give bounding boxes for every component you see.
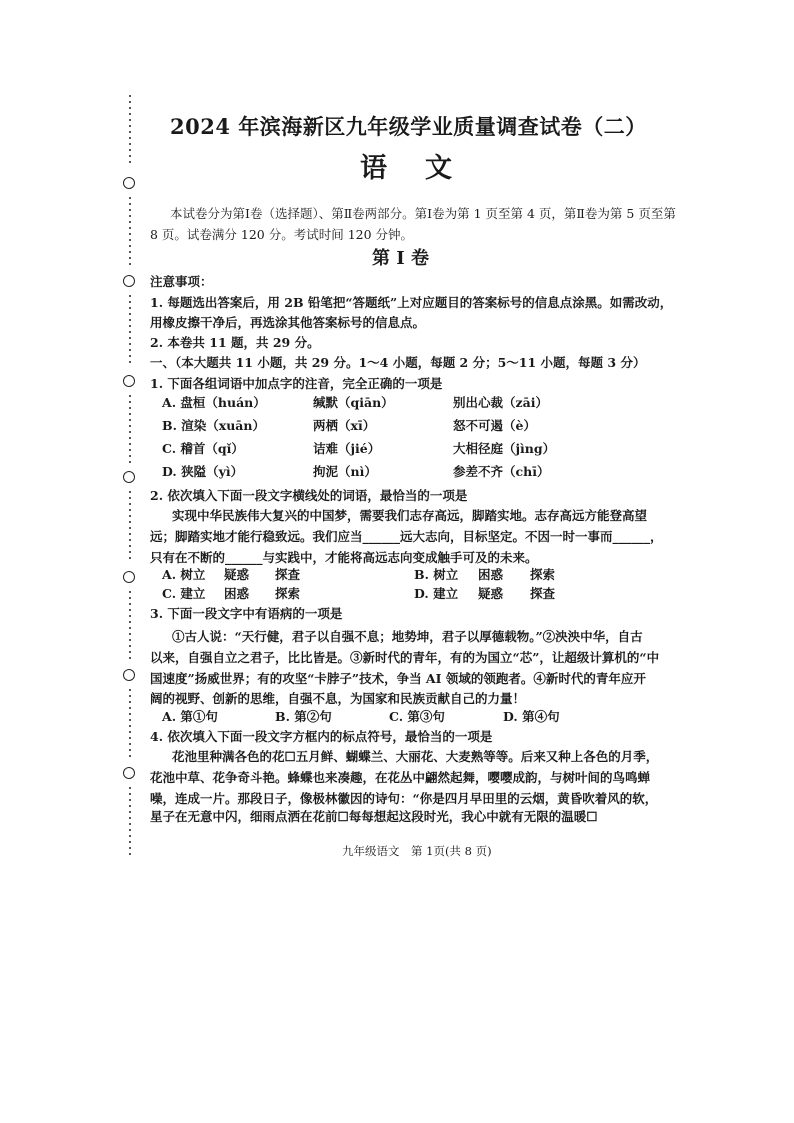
binding-dot [129,137,131,139]
q3-option-c: C. 第③句 [389,709,445,724]
binding-dot [129,107,131,109]
exam-title: 2024 年滨海新区九年级学业质量调查试卷（二） [170,114,647,139]
binding-dot [129,497,131,499]
binding-dot [129,755,131,757]
q1-option-a-1: A. 盘桓（huán） [162,395,266,410]
binding-dot [129,113,131,115]
q2-passage-1: 实现中华民族伟大复兴的中国梦，需要我们志存高远，脚踏实地。志存高远方能登高望 [172,508,648,523]
q1-option-d-1: D. 狭隘（yì） [162,464,244,479]
q1-option-a-2: 缄默（qiān） [313,395,394,410]
q3-passage-1: ①古人说：“天行健，君子以自强不息；地势坤，君子以厚德载物。”②泱泱中华，自古 [172,629,643,644]
punch-hole [123,275,135,287]
binding-dot [129,197,131,199]
binding-dot [129,307,131,309]
binding-dot [129,209,131,211]
q1-option-d-2: 拘泥（nì） [313,464,377,479]
binding-dot [129,431,131,433]
q2-option-b: B. 树立 [414,567,459,582]
binding-dot [129,787,131,789]
binding-dot [129,95,131,97]
binding-dot [129,337,131,339]
binding-dot [129,245,131,247]
binding-dot [129,419,131,421]
binding-dot [129,695,131,697]
binding-dot [129,603,131,605]
binding-dot [129,823,131,825]
intro-line-1: 本试卷分为第Ⅰ卷（选择题）、第Ⅱ卷两部分。第Ⅰ卷为第 1 页至第 4 页，第Ⅱ卷为第 5 页至第 [170,206,676,221]
binding-dot [129,749,131,751]
q2-passage-3: 只有在不断的______与实践中，才能将高远志向变成触手可及的未来。 [150,550,538,565]
binding-dot [129,645,131,647]
binding-dot [129,817,131,819]
binding-dot [129,125,131,127]
binding-dot [129,361,131,363]
binding-dot [129,615,131,617]
binding-dot [129,545,131,547]
binding-dot [129,161,131,163]
binding-dot [129,101,131,103]
q3-passage-3: 国速度”扬威世界；有的攻坚“卡脖子”技术，争当 AI 领域的领跑者。④新时代的青年应开 [150,671,646,686]
binding-dot [129,509,131,511]
binding-dot [129,515,131,517]
note-line-2: 用橡皮擦干净后，再选涂其他答案标号的信息点。 [150,315,426,330]
binding-dot [129,343,131,345]
binding-dot [129,455,131,457]
q2-option-a-w3: 探查 [275,567,301,582]
binding-dot [129,557,131,559]
binding-dot [129,155,131,157]
q2-option-b-w3: 探索 [530,567,556,582]
binding-dots [129,787,131,859]
binding-dot [129,143,131,145]
binding-dot [129,651,131,653]
q4-passage-4: 星子在无意中闪，细雨点洒在花前☐每每想起这段时光，我心中就有无限的温暖☐ [150,809,598,824]
binding-dot [129,609,131,611]
binding-dot [129,853,131,855]
q1-option-b-1: B. 渲染（xuān） [162,418,265,433]
binding-dot [129,533,131,535]
binding-dot [129,131,131,133]
q2-option-c: C. 建立 [162,586,206,601]
binding-dot [129,743,131,745]
binding-dot [129,401,131,403]
binding-dots [129,395,131,467]
binding-dot [129,627,131,629]
binding-dot [129,301,131,303]
binding-dot [129,527,131,529]
punch-hole [123,767,135,779]
binding-dot [129,539,131,541]
q1-option-c-3: 大相径庭（jìng） [453,441,556,456]
q2-option-a: A. 树立 [162,567,206,582]
binding-dot [129,551,131,553]
punch-hole [123,375,135,387]
q2-option-a-w2: 疑惑 [224,567,250,582]
binding-dot [129,149,131,151]
q3-stem: 3. 下面一段文字中有语病的一项是 [150,606,343,621]
binding-dot [129,331,131,333]
binding-dot [129,263,131,265]
binding-dot [129,257,131,259]
punch-hole [123,471,135,483]
binding-dot [129,829,131,831]
binding-dot [129,701,131,703]
binding-dot [129,621,131,623]
binding-dot [129,639,131,641]
binding-dot [129,437,131,439]
binding-dot [129,355,131,357]
binding-dot [129,349,131,351]
binding-dot [129,847,131,849]
binding-dot [129,313,131,315]
page-footer: 九年级语文 第 1页(共 8 页) [342,844,492,858]
q2-option-d: D. 建立 [414,586,459,601]
binding-dot [129,805,131,807]
binding-dot [129,239,131,241]
binding-dot [129,835,131,837]
binding-dot [129,227,131,229]
intro-line-2: 8 页。试卷满分 120 分。考试时间 120 分钟。 [150,227,414,242]
punch-hole [123,571,135,583]
binding-dot [129,325,131,327]
q3-passage-4: 阔的视野、创新的思维，自强不息，为国家和民族贡献自己的力量！ [150,691,526,706]
binding-dot [129,395,131,397]
q1-option-c-1: C. 稽首（qǐ） [162,441,244,456]
binding-dot [129,719,131,721]
binding-dot [129,737,131,739]
binding-dots [129,591,131,663]
binding-dot [129,461,131,463]
binding-dot [129,233,131,235]
binding-dot [129,221,131,223]
binding-margin [120,95,140,865]
q2-option-d-w3: 探查 [530,586,556,601]
q2-option-c-w3: 探索 [275,586,301,601]
binding-dot [129,811,131,813]
binding-dot [129,119,131,121]
binding-dots [129,197,131,269]
notes-heading: 注意事项： [150,274,213,289]
binding-dots [129,295,131,367]
binding-dot [129,731,131,733]
binding-dot [129,407,131,409]
punch-hole [123,669,135,681]
binding-dot [129,521,131,523]
q2-stem: 2. 依次填入下面一段文字横线处的词语，最恰当的一项是 [150,488,468,503]
section-heading: 第 I 卷 [372,248,429,269]
binding-dot [129,215,131,217]
binding-dot [129,657,131,659]
binding-dots [129,689,131,761]
binding-dot [129,591,131,593]
binding-dot [129,491,131,493]
q1-option-d-3: 参差不齐（chī） [453,464,550,479]
binding-dot [129,799,131,801]
q4-stem: 4. 依次填入下面一段文字方框内的标点符号，最恰当的一项是 [150,729,493,744]
binding-dot [129,425,131,427]
binding-dot [129,597,131,599]
binding-dots [129,491,131,563]
q3-option-b: B. 第②句 [275,709,332,724]
binding-dot [129,251,131,253]
binding-dot [129,449,131,451]
q2-passage-2: 远；脚踏实地才能行稳致远。我们应当______远大志向，目标坚定。不因一时一事而______， [150,529,663,544]
binding-dot [129,203,131,205]
q1-option-b-3: 怒不可遏（è） [453,418,536,433]
q3-passage-2: 以来，自强自立之君子，比比皆是。③新时代的青年，有的为国立“芯”，让超级计算机的“中 [150,650,660,665]
part-heading: 一、（本大题共 11 小题，共 29 分。1～4 小题，每题 2 分；5～11 小题，每题 3 分） [150,355,646,370]
q2-option-d-w2: 疑惑 [478,586,504,601]
q1-option-a-3: 别出心裁（zāi） [453,395,548,410]
q2-option-c-w2: 困惑 [224,586,250,601]
subject-title: 语文 [360,153,490,184]
binding-dot [129,707,131,709]
q3-option-d: D. 第④句 [503,709,560,724]
binding-dot [129,689,131,691]
binding-dot [129,713,131,715]
binding-dot [129,503,131,505]
binding-dot [129,633,131,635]
note-line-1: 1. 每题选出答案后，用 2B 铅笔把“答题纸”上对应题目的答案标号的信息点涂黑。如需改动， [150,295,673,310]
q1-stem: 1. 下面各组词语中加点字的注音，完全正确的一项是 [150,376,443,391]
q4-passage-2: 花池中草、花争奇斗艳。蜂蝶也来凑趣，在花丛中翩然起舞，嘤嘤成韵，与树叶间的鸟鸣蝉 [150,770,651,785]
q3-option-a: A. 第①句 [162,709,218,724]
q1-option-b-2: 两栖（xī） [313,418,376,433]
binding-dot [129,413,131,415]
binding-dot [129,443,131,445]
punch-hole [123,177,135,189]
q4-passage-3: 噪，连成一片。那段日子，像极林徽因的诗句：“你是四月早田里的云烟，黄昏吹着风的软， [150,791,658,806]
binding-dots [129,95,131,167]
binding-dot [129,725,131,727]
binding-dot [129,295,131,297]
q4-passage-1: 花池里种满各色的花☐五月鲜、蝴蝶兰、大丽花、大麦熟等等。后来又种上各色的月季， [172,749,659,764]
q2-option-b-w2: 困惑 [478,567,504,582]
q1-option-c-2: 诘难（jié） [313,441,381,456]
binding-dot [129,319,131,321]
note-line-3: 2. 本卷共 11 题，共 29 分。 [150,335,320,350]
binding-dot [129,841,131,843]
binding-dot [129,793,131,795]
